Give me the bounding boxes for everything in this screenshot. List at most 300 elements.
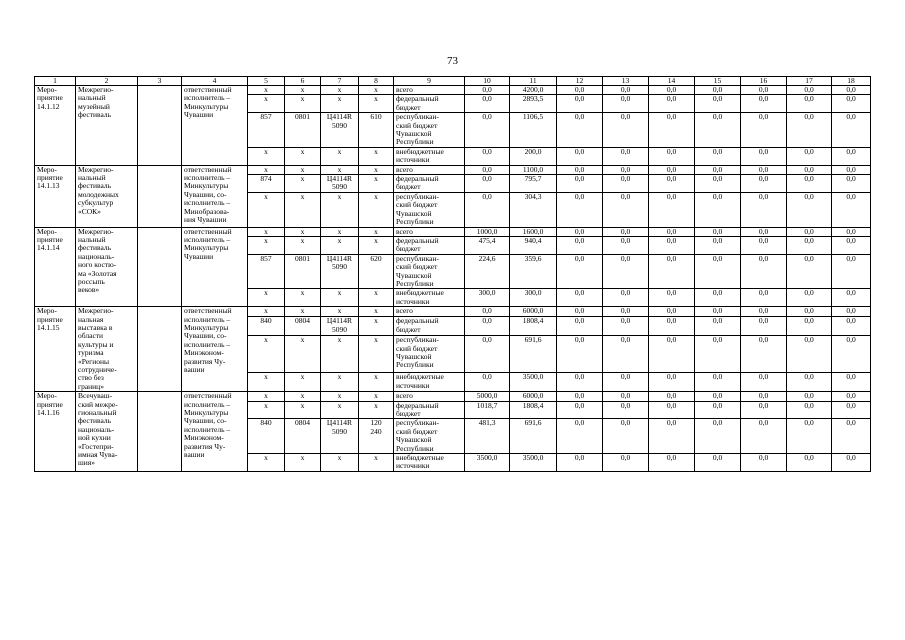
- amount-cell: 0,0: [695, 165, 741, 174]
- code-target-article: x: [321, 289, 359, 307]
- funding-source: республикан- ский бюджет Чувашской Республики: [394, 336, 465, 373]
- amount-cell: 0,0: [741, 227, 787, 236]
- code-grbs: 874: [248, 175, 285, 193]
- amount-cell: 0,0: [787, 419, 832, 454]
- code-grbs: x: [248, 336, 285, 373]
- amount-cell: 300,0: [465, 289, 510, 307]
- amount-cell: 1600,0: [510, 227, 557, 236]
- amount-cell: 0,0: [603, 289, 649, 307]
- funding-source: всего: [394, 227, 465, 236]
- code-expense-type: 610: [359, 113, 394, 148]
- code-grbs: x: [248, 165, 285, 174]
- amount-cell: 0,0: [787, 227, 832, 236]
- amount-cell: 200,0: [510, 147, 557, 165]
- code-section: x: [285, 227, 321, 236]
- amount-cell: 1106,5: [510, 113, 557, 148]
- amount-cell: 0,0: [649, 165, 695, 174]
- amount-cell: 0,0: [695, 419, 741, 454]
- column-header: 8: [359, 77, 394, 86]
- amount-cell: 0,0: [557, 454, 603, 472]
- amount-cell: 0,0: [603, 336, 649, 373]
- code-target-article: x: [321, 86, 359, 95]
- funding-source: внебюджетные источники: [394, 454, 465, 472]
- code-grbs: x: [248, 289, 285, 307]
- funding-source: республикан- ский бюджет Чувашской Республики: [394, 254, 465, 289]
- amount-cell: 0,0: [649, 289, 695, 307]
- amount-cell: 3500,0: [510, 373, 557, 392]
- code-target-article: x: [321, 454, 359, 472]
- funding-source: внебюджетные источники: [394, 289, 465, 307]
- amount-cell: 0,0: [465, 113, 510, 148]
- amount-cell: 0,0: [557, 175, 603, 193]
- code-section: x: [285, 86, 321, 95]
- column-header: 9: [394, 77, 465, 86]
- amount-cell: 0,0: [603, 317, 649, 336]
- amount-cell: 0,0: [741, 95, 787, 113]
- amount-cell: 795,7: [510, 175, 557, 193]
- code-target-article: x: [321, 147, 359, 165]
- amount-cell: 0,0: [741, 392, 787, 401]
- amount-cell: 0,0: [557, 317, 603, 336]
- funding-source: федеральный бюджет: [394, 175, 465, 193]
- amount-cell: 0,0: [787, 289, 832, 307]
- amount-cell: 0,0: [649, 175, 695, 193]
- amount-cell: 1808,4: [510, 317, 557, 336]
- code-expense-type: x: [359, 317, 394, 336]
- code-section: 0804: [285, 317, 321, 336]
- funding-source: республикан- ский бюджет Чувашской Республики: [394, 419, 465, 454]
- amount-cell: 1000,0: [465, 227, 510, 236]
- amount-cell: 1100,0: [510, 165, 557, 174]
- amount-cell: 0,0: [787, 175, 832, 193]
- table-row: [35, 165, 871, 174]
- amount-cell: 0,0: [603, 307, 649, 317]
- column-header: 14: [649, 77, 695, 86]
- amount-cell: 0,0: [557, 336, 603, 373]
- amount-cell: 0,0: [787, 401, 832, 419]
- amount-cell: 0,0: [832, 307, 871, 317]
- code-section: x: [285, 175, 321, 193]
- measure-name: Меро- приятие 14.1.14: [35, 227, 76, 307]
- code-target-article: Ц4114R 5090: [321, 175, 359, 193]
- code-grbs: x: [248, 236, 285, 254]
- code-section: x: [285, 392, 321, 401]
- amount-cell: 0,0: [603, 175, 649, 193]
- amount-cell: 0,0: [695, 307, 741, 317]
- amount-cell: 0,0: [603, 113, 649, 148]
- amount-cell: 0,0: [557, 401, 603, 419]
- column-header: 4: [182, 77, 248, 86]
- amount-cell: 0,0: [741, 192, 787, 227]
- header-row: [35, 77, 871, 86]
- funding-source: федеральный бюджет: [394, 401, 465, 419]
- amount-cell: 0,0: [465, 175, 510, 193]
- amount-cell: 0,0: [787, 392, 832, 401]
- amount-cell: 300,0: [510, 289, 557, 307]
- amount-cell: 0,0: [832, 419, 871, 454]
- amount-cell: 0,0: [695, 401, 741, 419]
- code-expense-type: x: [359, 289, 394, 307]
- measure-description: Межрегио- нальный фестиваль националь- ного костю- ма «Золотая россыпь веков»: [76, 227, 138, 307]
- amount-cell: 0,0: [741, 401, 787, 419]
- amount-cell: 0,0: [649, 147, 695, 165]
- amount-cell: 691,6: [510, 336, 557, 373]
- code-section: x: [285, 454, 321, 472]
- amount-cell: 0,0: [557, 192, 603, 227]
- code-expense-type: x: [359, 392, 394, 401]
- amount-cell: 0,0: [557, 147, 603, 165]
- amount-cell: 0,0: [741, 113, 787, 148]
- amount-cell: 0,0: [649, 317, 695, 336]
- column-header: 3: [138, 77, 182, 86]
- amount-cell: 0,0: [741, 147, 787, 165]
- amount-cell: 4200,0: [510, 86, 557, 95]
- code-section: x: [285, 236, 321, 254]
- amount-cell: 0,0: [603, 419, 649, 454]
- code-expense-type: x: [359, 86, 394, 95]
- amount-cell: 2893,5: [510, 95, 557, 113]
- column-header: 12: [557, 77, 603, 86]
- amount-cell: 0,0: [741, 419, 787, 454]
- code-expense-type: x: [359, 307, 394, 317]
- table-row: [35, 392, 871, 401]
- amount-cell: 1808,4: [510, 401, 557, 419]
- code-expense-type: x: [359, 336, 394, 373]
- code-grbs: 857: [248, 254, 285, 289]
- amount-cell: 0,0: [603, 95, 649, 113]
- code-target-article: Ц4114R 5090: [321, 317, 359, 336]
- amount-cell: 0,0: [649, 454, 695, 472]
- code-target-article: Ц4114R 5090: [321, 113, 359, 148]
- column-header: 18: [832, 77, 871, 86]
- code-expense-type: x: [359, 373, 394, 392]
- measure-name: Меро- приятие 14.1.16: [35, 392, 76, 472]
- amount-cell: 0,0: [787, 254, 832, 289]
- code-section: 0804: [285, 419, 321, 454]
- code-grbs: x: [248, 95, 285, 113]
- code-grbs: x: [248, 454, 285, 472]
- amount-cell: 0,0: [695, 175, 741, 193]
- amount-cell: 0,0: [695, 227, 741, 236]
- funding-source: всего: [394, 86, 465, 95]
- amount-cell: 0,0: [787, 147, 832, 165]
- code-target-article: x: [321, 236, 359, 254]
- amount-cell: 0,0: [832, 373, 871, 392]
- code-expense-type: x: [359, 95, 394, 113]
- column-header: 1: [35, 77, 76, 86]
- amount-cell: 0,0: [557, 236, 603, 254]
- amount-cell: 0,0: [695, 317, 741, 336]
- code-expense-type: x: [359, 175, 394, 193]
- amount-cell: 0,0: [695, 336, 741, 373]
- code-grbs: x: [248, 192, 285, 227]
- code-grbs: x: [248, 307, 285, 317]
- code-expense-type: x: [359, 454, 394, 472]
- funding-source: внебюджетные источники: [394, 373, 465, 392]
- amount-cell: 0,0: [741, 454, 787, 472]
- amount-cell: 0,0: [649, 95, 695, 113]
- code-target-article: Ц4114R 5090: [321, 254, 359, 289]
- amount-cell: 0,0: [832, 147, 871, 165]
- column-header: 2: [76, 77, 138, 86]
- amount-cell: 0,0: [787, 236, 832, 254]
- amount-cell: 0,0: [695, 192, 741, 227]
- funding-source: всего: [394, 307, 465, 317]
- amount-cell: 0,0: [741, 336, 787, 373]
- column-3-cell: [138, 165, 182, 227]
- amount-cell: 0,0: [649, 86, 695, 95]
- responsible-executor: ответственный исполнитель – Минкультуры Чувашии: [182, 227, 248, 307]
- amount-cell: 0,0: [649, 336, 695, 373]
- amount-cell: 0,0: [832, 86, 871, 95]
- amount-cell: 0,0: [649, 236, 695, 254]
- code-target-article: x: [321, 392, 359, 401]
- amount-cell: 0,0: [557, 86, 603, 95]
- amount-cell: 0,0: [787, 373, 832, 392]
- code-expense-type: x: [359, 192, 394, 227]
- table-row: [35, 86, 871, 95]
- amount-cell: 0,0: [695, 254, 741, 289]
- amount-cell: 475,4: [465, 236, 510, 254]
- funding-source: республикан- ский бюджет Чувашской Республики: [394, 113, 465, 148]
- amount-cell: 0,0: [465, 336, 510, 373]
- amount-cell: 0,0: [603, 401, 649, 419]
- column-header: 16: [741, 77, 787, 86]
- column-header: 17: [787, 77, 832, 86]
- column-3-cell: [138, 392, 182, 472]
- amount-cell: 0,0: [741, 254, 787, 289]
- code-section: x: [285, 336, 321, 373]
- amount-cell: 0,0: [832, 175, 871, 193]
- code-grbs: 857: [248, 113, 285, 148]
- amount-cell: 0,0: [557, 373, 603, 392]
- amount-cell: 0,0: [557, 419, 603, 454]
- amount-cell: 0,0: [832, 113, 871, 148]
- code-target-article: x: [321, 192, 359, 227]
- code-target-article: Ц4114R 5090: [321, 419, 359, 454]
- code-expense-type: x: [359, 165, 394, 174]
- code-section: x: [285, 147, 321, 165]
- code-section: x: [285, 289, 321, 307]
- amount-cell: 0,0: [695, 392, 741, 401]
- amount-cell: 0,0: [649, 419, 695, 454]
- code-section: x: [285, 401, 321, 419]
- amount-cell: 0,0: [695, 86, 741, 95]
- responsible-executor: ответственный исполнитель – Минкультуры Чувашии, со- исполнитель – Минэконом- развития Чу- вашии: [182, 392, 248, 472]
- funding-source: всего: [394, 392, 465, 401]
- amount-cell: 0,0: [603, 192, 649, 227]
- amount-cell: 0,0: [649, 192, 695, 227]
- column-header: 11: [510, 77, 557, 86]
- amount-cell: 304,3: [510, 192, 557, 227]
- code-grbs: x: [248, 373, 285, 392]
- funding-source: федеральный бюджет: [394, 95, 465, 113]
- amount-cell: 691,6: [510, 419, 557, 454]
- measure-description: Всечуваш- ский межре- гиональный фестиваль националь- ной кухни «Гостепри- имная Чува- шия»: [76, 392, 138, 472]
- amount-cell: 0,0: [603, 147, 649, 165]
- amount-cell: 0,0: [465, 307, 510, 317]
- amount-cell: 0,0: [557, 392, 603, 401]
- code-target-article: x: [321, 227, 359, 236]
- amount-cell: 0,0: [832, 317, 871, 336]
- amount-cell: 0,0: [832, 192, 871, 227]
- amount-cell: 0,0: [787, 336, 832, 373]
- column-header: 15: [695, 77, 741, 86]
- amount-cell: 0,0: [649, 307, 695, 317]
- amount-cell: 0,0: [603, 236, 649, 254]
- measure-description: Межрегио- нальная выставка в области культуры и туризма «Регионы сотрудниче- ство без границ»: [76, 307, 138, 392]
- column-header: 7: [321, 77, 359, 86]
- amount-cell: 6000,0: [510, 307, 557, 317]
- amount-cell: 0,0: [787, 165, 832, 174]
- page-number: 73: [447, 55, 458, 67]
- amount-cell: 0,0: [649, 373, 695, 392]
- measure-name: Меро- приятие 14.1.15: [35, 307, 76, 392]
- code-target-article: x: [321, 165, 359, 174]
- amount-cell: 0,0: [603, 227, 649, 236]
- amount-cell: 0,0: [603, 254, 649, 289]
- amount-cell: 0,0: [603, 165, 649, 174]
- measure-description: Межрегио- нальный музейный фестиваль: [76, 86, 138, 166]
- code-section: x: [285, 307, 321, 317]
- amount-cell: 0,0: [603, 454, 649, 472]
- amount-cell: 0,0: [741, 317, 787, 336]
- budget-table: [34, 76, 871, 472]
- amount-cell: 0,0: [649, 227, 695, 236]
- amount-cell: 0,0: [832, 454, 871, 472]
- column-3-cell: [138, 307, 182, 392]
- amount-cell: 0,0: [557, 95, 603, 113]
- measure-name: Меро- приятие 14.1.12: [35, 86, 76, 166]
- code-expense-type: x: [359, 401, 394, 419]
- amount-cell: 0,0: [787, 307, 832, 317]
- amount-cell: 0,0: [695, 95, 741, 113]
- code-expense-type: 120 240: [359, 419, 394, 454]
- amount-cell: 0,0: [741, 165, 787, 174]
- amount-cell: 0,0: [787, 86, 832, 95]
- code-grbs: x: [248, 392, 285, 401]
- column-3-cell: [138, 227, 182, 307]
- column-3-cell: [138, 86, 182, 166]
- responsible-executor: ответственный исполнитель – Минкультуры Чувашии, со- исполнитель – Минэконом- развития Чу- вашии: [182, 307, 248, 392]
- code-grbs: x: [248, 401, 285, 419]
- code-section: x: [285, 95, 321, 113]
- responsible-executor: ответственный исполнитель – Минкультуры Чувашии: [182, 86, 248, 166]
- amount-cell: 0,0: [741, 175, 787, 193]
- amount-cell: 0,0: [741, 307, 787, 317]
- amount-cell: 0,0: [557, 165, 603, 174]
- amount-cell: 0,0: [557, 227, 603, 236]
- code-grbs: x: [248, 147, 285, 165]
- amount-cell: 0,0: [465, 95, 510, 113]
- code-expense-type: x: [359, 236, 394, 254]
- amount-cell: 3500,0: [465, 454, 510, 472]
- table-row: [35, 227, 871, 236]
- code-grbs: x: [248, 86, 285, 95]
- code-target-article: x: [321, 401, 359, 419]
- amount-cell: 0,0: [741, 236, 787, 254]
- funding-source: всего: [394, 165, 465, 174]
- amount-cell: 0,0: [787, 454, 832, 472]
- amount-cell: 224,6: [465, 254, 510, 289]
- column-header: 13: [603, 77, 649, 86]
- amount-cell: 0,0: [741, 373, 787, 392]
- funding-source: республикан- ский бюджет Чувашской Республики: [394, 192, 465, 227]
- code-target-article: x: [321, 307, 359, 317]
- measure-name: Меро- приятие 14.1.13: [35, 165, 76, 227]
- amount-cell: 0,0: [649, 392, 695, 401]
- amount-cell: 0,0: [465, 165, 510, 174]
- amount-cell: 0,0: [832, 336, 871, 373]
- table-row: [35, 307, 871, 317]
- amount-cell: 3500,0: [510, 454, 557, 472]
- amount-cell: 1018,7: [465, 401, 510, 419]
- responsible-executor: ответственный исполнитель – Минкультуры Чувашии, со- исполнитель – Минобразова- ния Чувашии: [182, 165, 248, 227]
- code-grbs: 840: [248, 419, 285, 454]
- amount-cell: 0,0: [787, 317, 832, 336]
- amount-cell: 6000,0: [510, 392, 557, 401]
- code-target-article: x: [321, 373, 359, 392]
- code-target-article: x: [321, 336, 359, 373]
- amount-cell: 0,0: [832, 254, 871, 289]
- column-header: 10: [465, 77, 510, 86]
- column-header: 5: [248, 77, 285, 86]
- amount-cell: 0,0: [649, 401, 695, 419]
- amount-cell: 0,0: [832, 95, 871, 113]
- code-expense-type: x: [359, 147, 394, 165]
- amount-cell: 0,0: [832, 392, 871, 401]
- code-expense-type: 620: [359, 254, 394, 289]
- amount-cell: 0,0: [557, 113, 603, 148]
- amount-cell: 0,0: [649, 254, 695, 289]
- amount-cell: 0,0: [832, 401, 871, 419]
- amount-cell: 0,0: [649, 113, 695, 148]
- amount-cell: 0,0: [465, 192, 510, 227]
- code-grbs: 840: [248, 317, 285, 336]
- amount-cell: 0,0: [832, 165, 871, 174]
- amount-cell: 0,0: [603, 373, 649, 392]
- amount-cell: 0,0: [695, 236, 741, 254]
- column-header: 6: [285, 77, 321, 86]
- amount-cell: 0,0: [787, 113, 832, 148]
- amount-cell: 0,0: [603, 86, 649, 95]
- amount-cell: 0,0: [741, 289, 787, 307]
- amount-cell: 0,0: [832, 236, 871, 254]
- amount-cell: 0,0: [465, 317, 510, 336]
- amount-cell: 0,0: [557, 254, 603, 289]
- amount-cell: 0,0: [695, 373, 741, 392]
- funding-source: федеральный бюджет: [394, 317, 465, 336]
- amount-cell: 0,0: [787, 95, 832, 113]
- amount-cell: 940,4: [510, 236, 557, 254]
- amount-cell: 0,0: [465, 373, 510, 392]
- amount-cell: 5000,0: [465, 392, 510, 401]
- funding-source: внебюджетные источники: [394, 147, 465, 165]
- amount-cell: 0,0: [695, 289, 741, 307]
- measure-description: Межрегио- нальный фестиваль молодежных субкультур «СОК»: [76, 165, 138, 227]
- code-section: 0801: [285, 254, 321, 289]
- code-grbs: x: [248, 227, 285, 236]
- amount-cell: 0,0: [695, 147, 741, 165]
- code-section: x: [285, 373, 321, 392]
- amount-cell: 0,0: [741, 86, 787, 95]
- amount-cell: 0,0: [832, 227, 871, 236]
- amount-cell: 0,0: [465, 147, 510, 165]
- amount-cell: 0,0: [787, 192, 832, 227]
- amount-cell: 0,0: [695, 113, 741, 148]
- amount-cell: 0,0: [465, 86, 510, 95]
- code-expense-type: x: [359, 227, 394, 236]
